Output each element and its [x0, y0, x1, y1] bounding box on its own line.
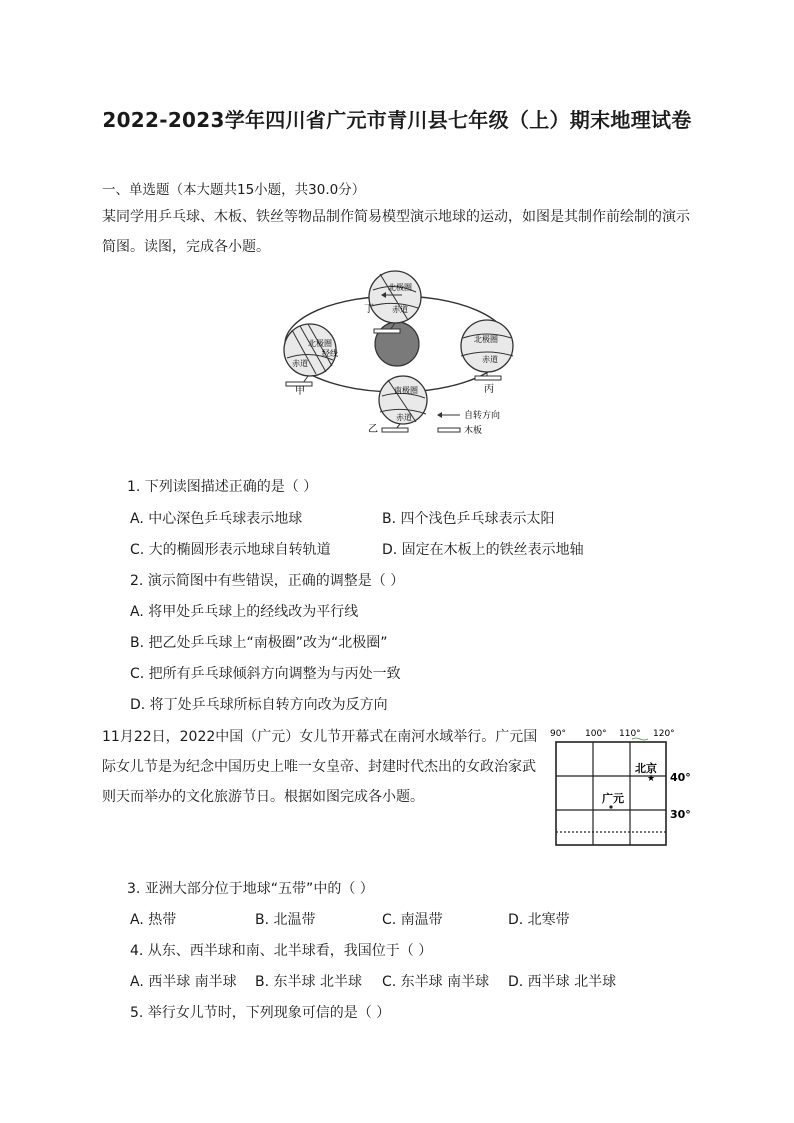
- q3-option-d: D. 北寒带: [508, 912, 570, 928]
- legend-rotation: 自转方向: [464, 411, 501, 421]
- q1-option-b: B. 四个浅色乒乓球表示太阳: [382, 511, 555, 527]
- q4-option-d: D. 西半球 北半球: [508, 974, 617, 990]
- q1-option-d: D. 固定在木板上的铁丝表示地轴: [382, 542, 584, 558]
- lon-90: 90°: [550, 729, 566, 739]
- label-jia: 甲: [295, 386, 305, 397]
- q1-option-c: C. 大的椭圆形表示地球自转轨道: [130, 542, 331, 558]
- passage-1: [102, 202, 702, 262]
- label-yi-antarctic: 南极圈: [394, 386, 418, 395]
- ball-ding: [369, 271, 421, 333]
- label-jia-meridian: 经线: [322, 349, 338, 358]
- label-bing-equator: 赤道: [482, 355, 498, 364]
- label-ding-arctic: 北极圈: [388, 283, 412, 292]
- passage-2-line-1: 11月22日，2022中国（广元）女儿节开幕式在南河水域举行。广元国: [102, 729, 538, 745]
- board-yi: [382, 428, 408, 432]
- ball-yi: [379, 376, 427, 432]
- q4-option-b: B. 东半球 北半球: [255, 974, 362, 990]
- star-icon: ★: [647, 774, 656, 784]
- board-bing: [475, 376, 501, 380]
- q2-stem: 2. 演示简图中有些错误，正确的调整是（ ）: [130, 573, 405, 589]
- lon-110: 110°: [619, 729, 641, 739]
- q3-option-b: B. 北温带: [255, 912, 316, 928]
- passage-2-line-2: 际女儿节是为纪念中国历史上唯一女皇帝、封建时代杰出的女政治家武: [102, 759, 536, 775]
- q2-option-d: D. 将丁处乒乓球所标自转方向改为反方向: [130, 697, 388, 713]
- page-title: 2022-2023学年四川省广元市青川县七年级（上）期末地理试卷: [102, 108, 692, 132]
- lat-30: 30°: [670, 808, 691, 821]
- legend-board-swatch: [438, 428, 460, 432]
- passage-1-line-1: 某同学用乒乓球、木板、铁丝等物品制作简易模型演示地球的运动，如图是其制作前绘制的演示: [102, 209, 690, 225]
- q1-stem: 1. 下列读图描述正确的是（ ）: [127, 479, 318, 495]
- q4-option-a: A. 西半球 南半球: [130, 974, 237, 990]
- q2-option-c: C. 把所有乒乓球倾斜方向调整为与丙处一致: [130, 666, 401, 682]
- legend: [437, 409, 500, 436]
- q2-option-b: B. 把乙处乒乓球上“南极圈”改为“北极圈”: [130, 635, 388, 651]
- earth-revolution-diagram: [270, 262, 530, 440]
- q3-stem: 3. 亚洲大部分位于地球“五带”中的（ ）: [127, 881, 374, 897]
- label-beijing: 北京: [635, 762, 657, 775]
- ball-bing: [461, 320, 513, 380]
- guangyuan-dot: [609, 805, 612, 808]
- label-ding-equator: 赤道: [392, 305, 408, 314]
- q4-option-c: C. 东半球 南半球: [382, 974, 490, 990]
- label-jia-arctic: 北极圈: [308, 339, 332, 348]
- lat-40: 40°: [670, 771, 691, 784]
- q1-option-a: A. 中心深色乒乓球表示地球: [130, 511, 303, 527]
- passage-1-line-2: 简图。读图，完成各小题。: [102, 239, 270, 255]
- ball-jia: [284, 324, 338, 386]
- label-yi-equator: 赤道: [396, 413, 412, 422]
- passage-2-line-3: 则天而举办的文化旅游节日。根据如图完成各小题。: [102, 789, 424, 805]
- q4-stem: 4. 从东、西半球和南、北半球看，我国位于（ ）: [130, 943, 433, 959]
- label-guangyuan: 广元: [602, 792, 624, 805]
- q3-option-a: A. 热带: [130, 912, 177, 928]
- arrow-icon: [437, 412, 442, 418]
- label-ding: 丁: [364, 304, 374, 315]
- legend-board: 木板: [464, 426, 483, 436]
- label-bing-arctic: 北极圈: [474, 335, 498, 344]
- label-yi: 乙: [368, 424, 378, 435]
- lat-lon-grid-map: [548, 724, 698, 850]
- q5-stem: 5. 举行女儿节时，下列现象可信的是（ ）: [130, 1005, 391, 1021]
- board-ding: [374, 329, 400, 333]
- lon-100: 100°: [585, 729, 607, 739]
- passage-2: [102, 722, 552, 812]
- lon-120: 120°: [653, 729, 675, 739]
- q2-option-a: A. 将甲处乒乓球上的经线改为平行线: [130, 604, 359, 620]
- q3-option-c: C. 南温带: [382, 912, 443, 928]
- label-bing: 丙: [484, 384, 494, 395]
- section-heading: 一、单选题（本大题共15小题，共30.0分）: [102, 182, 366, 198]
- label-jia-equator: 赤道: [292, 359, 308, 368]
